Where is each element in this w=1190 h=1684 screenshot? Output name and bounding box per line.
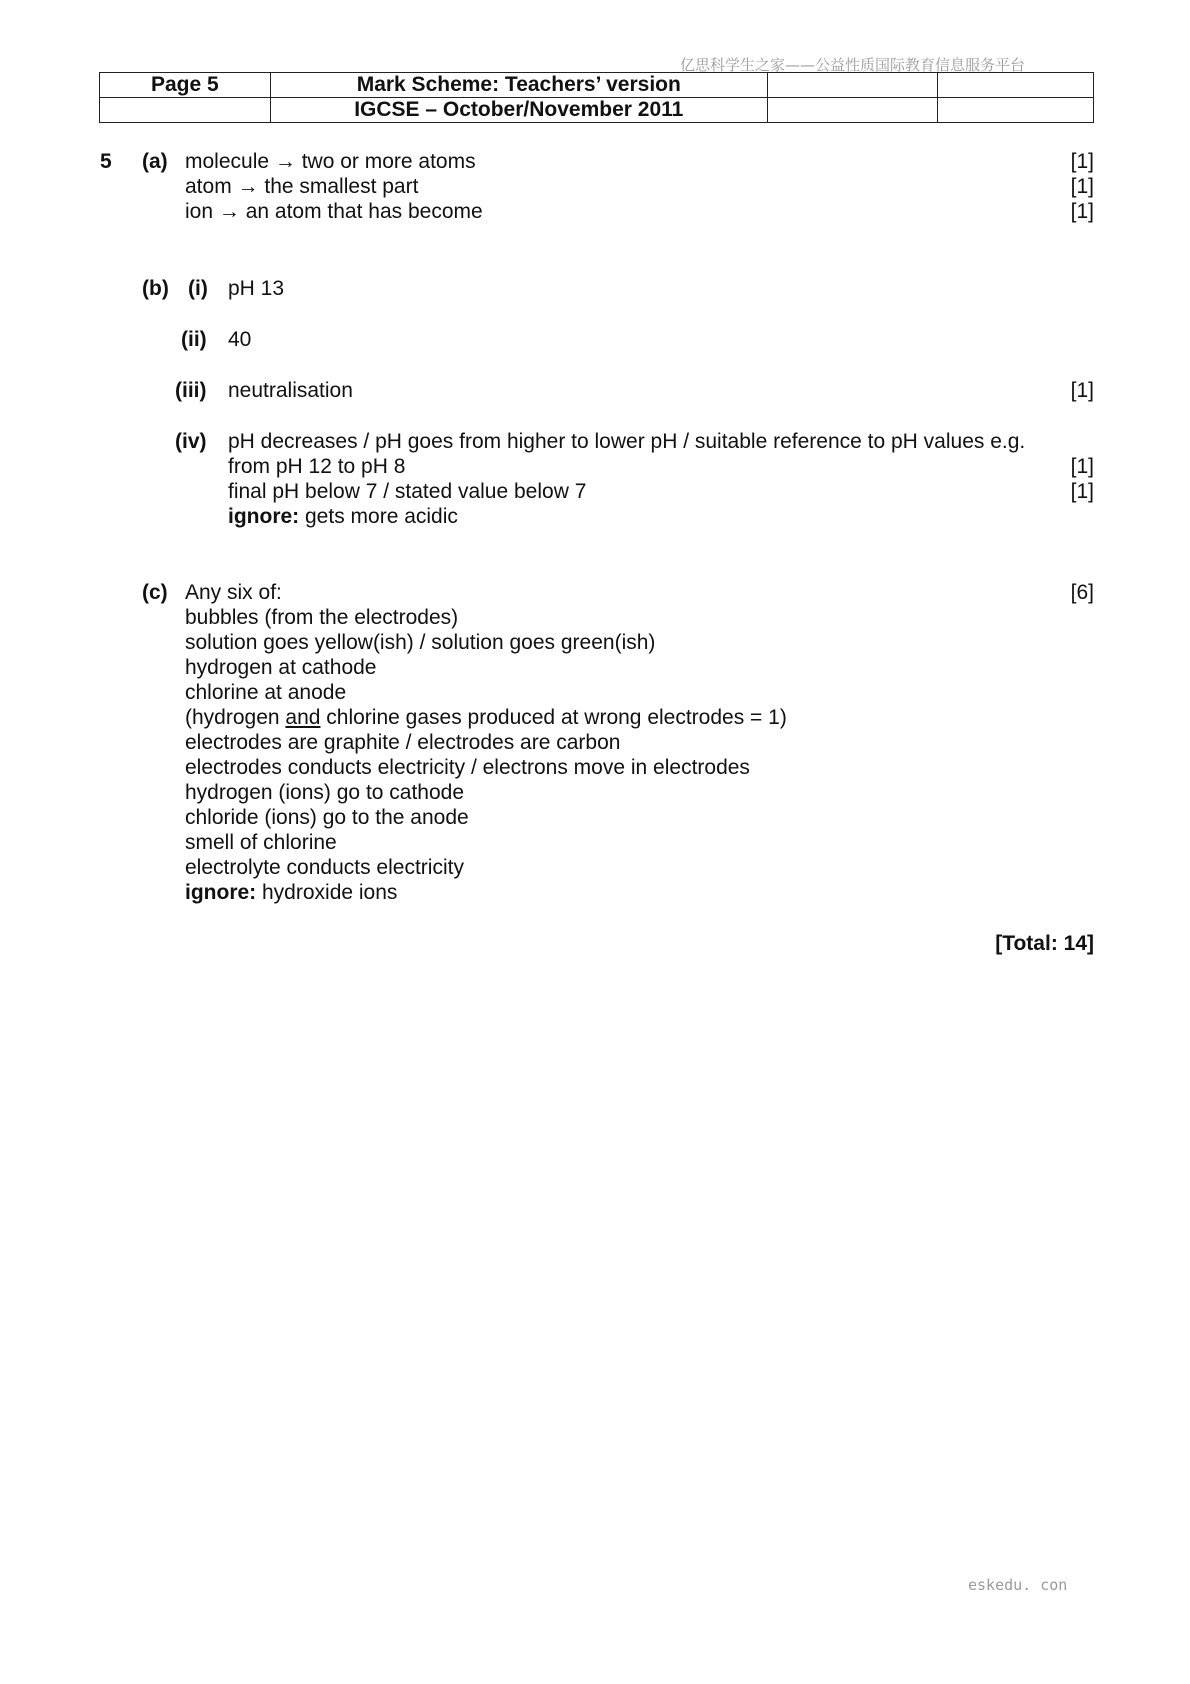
- part-b-iv-line-3: final pH below 7 / stated value below 7: [228, 480, 587, 503]
- header-empty-cell: [767, 98, 938, 123]
- part-c-wrong-electrodes: [185, 705, 787, 730]
- part-c-line: electrolyte conducts electricity: [185, 856, 464, 879]
- part-b-iv-ignore: [228, 504, 458, 529]
- text-fragment: (hydrogen: [185, 706, 286, 729]
- text-fragment: chlorine gases produced at wrong electrodes = 1): [320, 706, 787, 729]
- part-a-line-3: ion → an atom that has become: [185, 200, 483, 223]
- page-number: Page 5: [100, 73, 271, 98]
- part-b-iv-label: (iv): [175, 430, 207, 453]
- part-c-label: (c): [142, 581, 168, 604]
- document-title: Mark Scheme: Teachers’ version: [270, 73, 767, 98]
- mark: [1]: [1070, 175, 1094, 198]
- header-empty-cell: [767, 73, 938, 98]
- header-empty-cell: [938, 73, 1094, 98]
- part-b-ii-answer: 40: [228, 328, 252, 351]
- part-a-line-2: atom → the smallest part: [185, 175, 419, 198]
- ignore-text: hydroxide ions: [256, 881, 398, 904]
- total-marks: [Total: 14]: [995, 932, 1094, 955]
- ignore-label: ignore:: [185, 881, 257, 904]
- part-a-label: (a): [142, 150, 168, 173]
- mark: [1]: [1070, 200, 1094, 223]
- part-c-intro: Any six of:: [185, 581, 282, 604]
- part-b-iii-answer: neutralisation: [228, 379, 353, 402]
- mark: [6]: [1070, 581, 1094, 604]
- part-c-line: bubbles (from the electrodes): [185, 606, 459, 629]
- watermark-bottom: eskedu. con: [968, 1576, 1068, 1594]
- part-c-line: hydrogen at cathode: [185, 656, 377, 679]
- header-empty-cell: [100, 98, 271, 123]
- part-c-line: electrodes conducts electricity / electrons move in electrodes: [185, 756, 750, 779]
- part-b-i-label: (i): [188, 277, 208, 300]
- underlined-and: and: [285, 706, 321, 729]
- header-table: [99, 72, 1094, 123]
- part-b-iv-line-1: pH decreases / pH goes from higher to lower pH / suitable reference to pH values e.g.: [228, 430, 1026, 453]
- part-b-ii-label: (ii): [181, 328, 207, 351]
- part-c-ignore: [185, 880, 397, 905]
- watermark-top: 亿思科学生之家——公益性质国际教育信息服务平台: [680, 56, 1026, 74]
- part-c-line: electrodes are graphite / electrodes are carbon: [185, 731, 621, 754]
- header-empty-cell: [938, 98, 1094, 123]
- exam-session: IGCSE – October/November 2011: [270, 98, 767, 123]
- part-b-iv-line-2: from pH 12 to pH 8: [228, 455, 406, 478]
- part-b-label: (b): [142, 277, 169, 300]
- part-c-line: hydrogen (ions) go to cathode: [185, 781, 465, 804]
- part-c-line: solution goes yellow(ish) / solution goes green(ish): [185, 631, 656, 654]
- part-a-line-1: molecule → two or more atoms: [185, 150, 476, 173]
- ignore-label: ignore:: [228, 505, 300, 528]
- mark: [1]: [1070, 379, 1094, 402]
- part-b-i-answer: pH 13: [228, 277, 285, 300]
- part-b-iii-label: (iii): [175, 379, 207, 402]
- part-c-line: chlorine at anode: [185, 681, 347, 704]
- part-c-line: smell of chlorine: [185, 831, 337, 854]
- mark: [1]: [1070, 480, 1094, 503]
- mark: [1]: [1070, 150, 1094, 173]
- question-number: 5: [100, 150, 112, 173]
- ignore-text: gets more acidic: [299, 505, 458, 528]
- part-c-line: chloride (ions) go to the anode: [185, 806, 469, 829]
- mark: [1]: [1070, 455, 1094, 478]
